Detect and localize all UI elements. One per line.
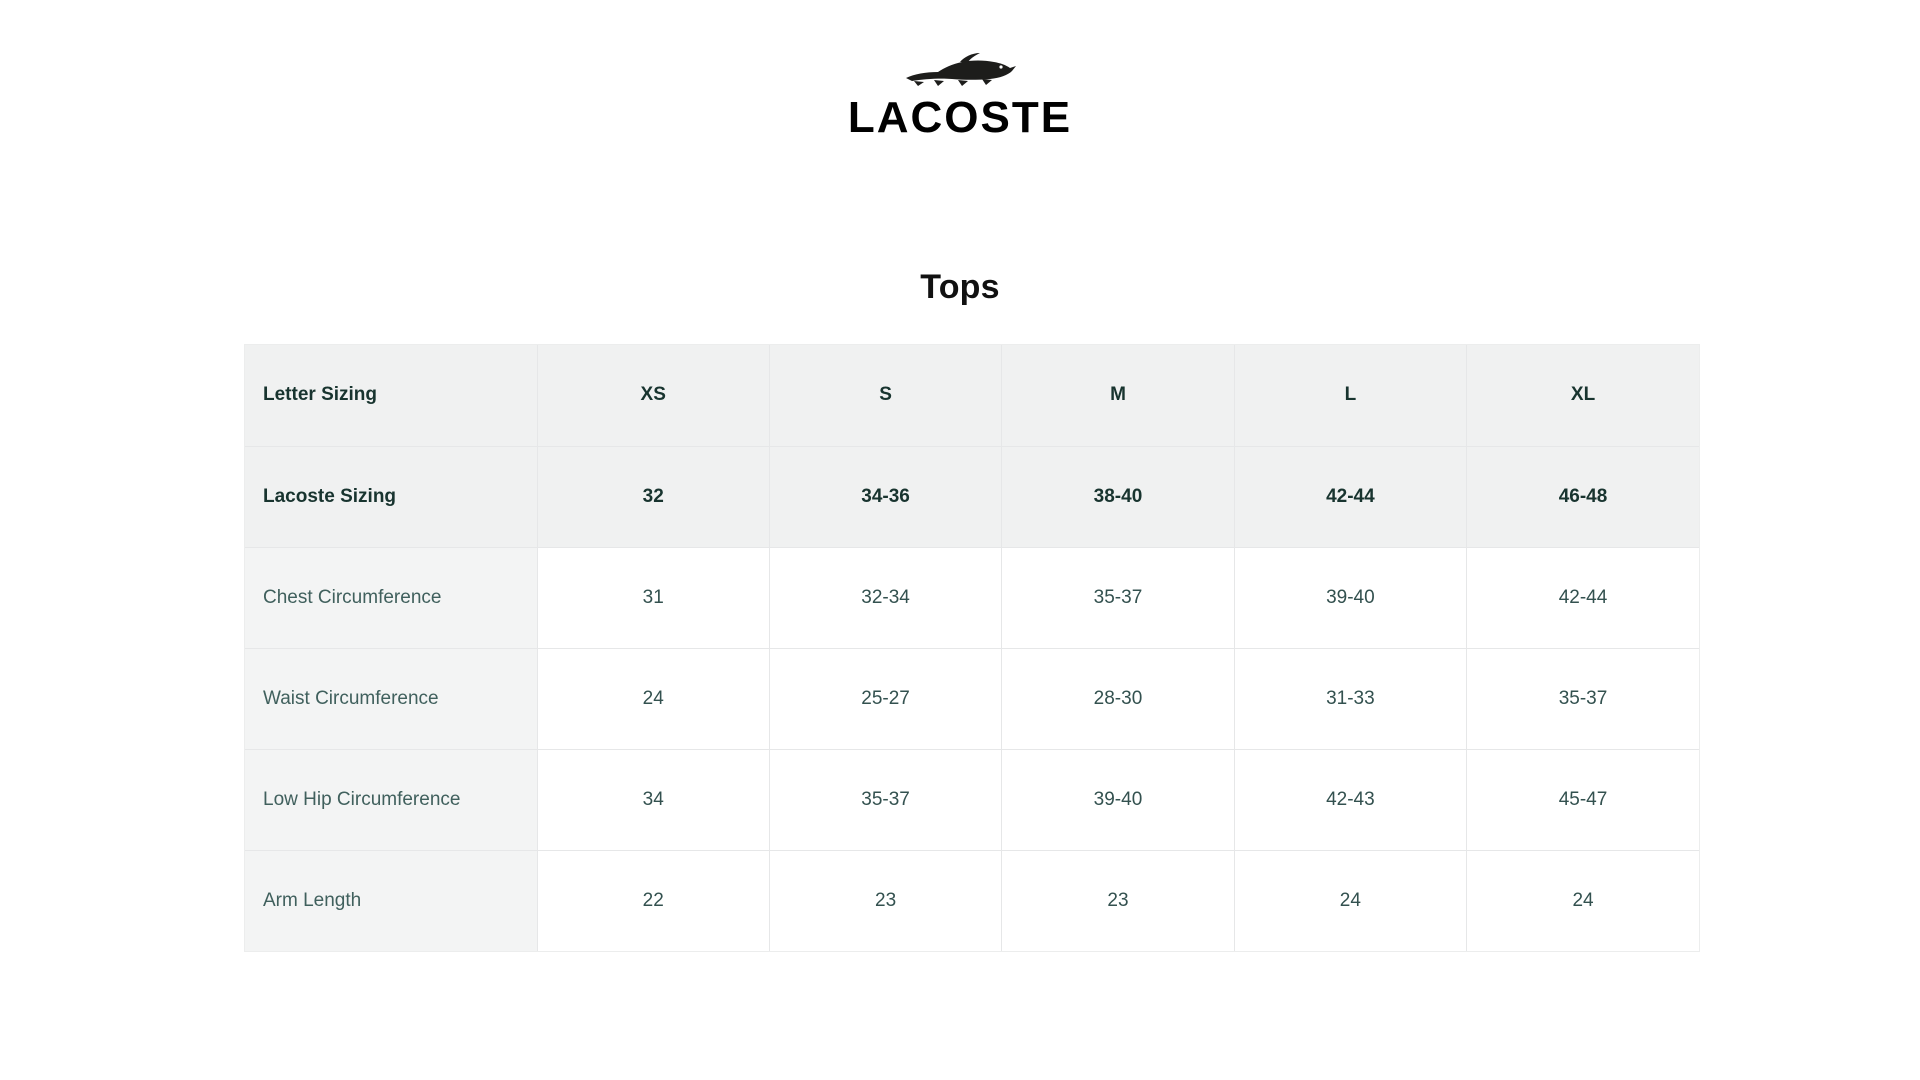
table-cell: 28-30 <box>1002 648 1234 749</box>
row-label: Waist Circumference <box>245 648 537 749</box>
crocodile-icon <box>900 48 1020 92</box>
table-cell: 32-34 <box>769 547 1001 648</box>
table-cell: 31 <box>537 547 769 648</box>
table-row <box>245 749 1699 850</box>
table-cell: 42-44 <box>1467 547 1699 648</box>
table-cell: 35-37 <box>769 749 1001 850</box>
table-cell: 42-44 <box>1234 446 1466 547</box>
page-title: Tops <box>920 268 1000 306</box>
table-row <box>245 850 1699 951</box>
table-cell: 38-40 <box>1002 446 1234 547</box>
brand-logo <box>0 48 1920 140</box>
table-cell: 34 <box>537 749 769 850</box>
row-label: Letter Sizing <box>245 345 537 446</box>
table-row <box>245 648 1699 749</box>
table-cell: 24 <box>1467 850 1699 951</box>
row-label: Chest Circumference <box>245 547 537 648</box>
table-cell: 45-47 <box>1467 749 1699 850</box>
table-cell: 46-48 <box>1467 446 1699 547</box>
row-label: Arm Length <box>245 850 537 951</box>
table-cell: 35-37 <box>1002 547 1234 648</box>
table-cell: 39-40 <box>1002 749 1234 850</box>
table-cell: S <box>769 345 1001 446</box>
table-cell: 34-36 <box>769 446 1001 547</box>
table-cell: 24 <box>537 648 769 749</box>
table-cell: 31-33 <box>1234 648 1466 749</box>
table-cell: 35-37 <box>1467 648 1699 749</box>
row-label: Lacoste Sizing <box>245 446 537 547</box>
table-cell: 22 <box>537 850 769 951</box>
table-cell: 23 <box>1002 850 1234 951</box>
size-table <box>245 345 1699 951</box>
table-cell: XS <box>537 345 769 446</box>
table-cell: 42-43 <box>1234 749 1466 850</box>
row-label: Low Hip Circumference <box>245 749 537 850</box>
size-table-container <box>244 344 1700 952</box>
brand-wordmark: LACOSTE <box>847 93 1073 142</box>
table-row <box>245 345 1699 446</box>
table-cell: 39-40 <box>1234 547 1466 648</box>
table-cell: 32 <box>537 446 769 547</box>
table-cell: 23 <box>769 850 1001 951</box>
table-cell: L <box>1234 345 1466 446</box>
table-row <box>245 446 1699 547</box>
table-row <box>245 547 1699 648</box>
table-cell: 24 <box>1234 850 1466 951</box>
table-cell: M <box>1002 345 1234 446</box>
table-cell: XL <box>1467 345 1699 446</box>
table-cell: 25-27 <box>769 648 1001 749</box>
